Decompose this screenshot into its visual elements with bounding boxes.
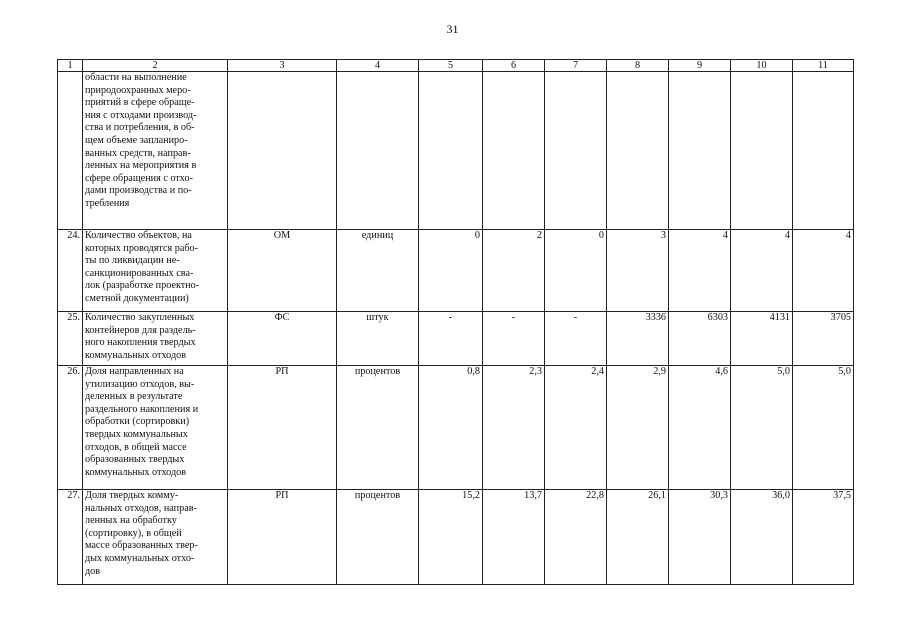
value-cell: 13,7 — [483, 490, 545, 585]
value-cell: 4,6 — [669, 366, 731, 490]
indicator-name-line: лок (разработке проектно- — [85, 280, 200, 292]
value-cell: 4 — [669, 230, 731, 312]
unit-of-measure: единиц — [337, 230, 419, 312]
value-cell: 3336 — [607, 312, 669, 366]
header-cell: 11 — [793, 60, 854, 72]
header-row — [58, 60, 854, 72]
header-cell: 2 — [83, 60, 228, 72]
indicator-name-line: Доля направленных на — [85, 366, 184, 377]
indicator-name-line: ного накопления твердых — [85, 337, 196, 349]
value-cell — [731, 72, 793, 230]
indicator-name-line: области на выполнение — [85, 72, 187, 83]
value-cell: 2 — [483, 230, 545, 312]
indicator-name-line: дых коммунальных отхо- — [85, 552, 195, 564]
data-source: РП — [228, 366, 337, 490]
indicator-name — [83, 72, 228, 230]
indicator-name-line: (сортировку), в общей — [85, 527, 182, 539]
indicator-name — [83, 230, 228, 312]
indicator-name-line: коммунальных отходов — [85, 349, 187, 361]
indicator-name-line: санкционированных сва- — [85, 267, 194, 279]
indicator-name-line: Количество закупленных — [85, 312, 195, 323]
value-cell — [483, 72, 545, 230]
row-number: 27. — [58, 490, 83, 585]
indicator-name-line: контейнеров для раздель- — [85, 324, 196, 336]
value-cell: 5,0 — [793, 366, 854, 490]
row-number: 25. — [58, 312, 83, 366]
value-cell: 30,3 — [669, 490, 731, 585]
value-cell: 3705 — [793, 312, 854, 366]
header-cell: 7 — [545, 60, 607, 72]
indicator-name-line: образованных твердых — [85, 454, 185, 466]
header-cell: 8 — [607, 60, 669, 72]
page-number: 31 — [446, 22, 459, 36]
indicator-name-line: ленных на мероприятия в — [85, 160, 197, 172]
value-cell: 4 — [731, 230, 793, 312]
data-source — [228, 72, 337, 230]
indicator-name-line: твердых коммунальных — [85, 428, 188, 440]
row-number: 24. — [58, 230, 83, 312]
value-cell: - — [419, 312, 483, 366]
value-cell: 2,3 — [483, 366, 545, 490]
table-row — [58, 230, 854, 312]
value-cell: - — [483, 312, 545, 366]
value-cell: 2,4 — [545, 366, 607, 490]
value-cell — [545, 72, 607, 230]
header-cell: 5 — [419, 60, 483, 72]
value-cell: 5,0 — [731, 366, 793, 490]
indicator-name-line: ты по ликвидации не- — [85, 255, 180, 267]
indicator-name-line: сметной документации) — [85, 292, 189, 304]
indicator-name-line: сфере обращения с отхо- — [85, 172, 193, 184]
value-cell: 3 — [607, 230, 669, 312]
header-cell: 1 — [58, 60, 83, 72]
indicator-name-line: раздельного накопления и — [85, 403, 199, 415]
indicator-name-line: массе образованных твер- — [85, 540, 198, 552]
indicator-name-line: коммунальных отходов — [85, 466, 187, 478]
indicator-name-line: ства и потребления, в об- — [85, 122, 195, 134]
value-cell: 26,1 — [607, 490, 669, 585]
indicator-name — [83, 366, 228, 490]
value-cell: 0 — [545, 230, 607, 312]
indicator-name-line: утилизацию отходов, вы- — [85, 378, 195, 390]
value-cell: 6303 — [669, 312, 731, 366]
indicator-name-line: которых проводятся рабо- — [85, 242, 199, 254]
indicator-name-line: дами производства и по- — [85, 185, 192, 197]
data-source: ОМ — [228, 230, 337, 312]
indicator-name-line: приятий в сфере обраще- — [85, 97, 195, 109]
value-cell: 15,2 — [419, 490, 483, 585]
value-cell — [419, 72, 483, 230]
value-cell: 4 — [793, 230, 854, 312]
unit-of-measure: процентов — [337, 490, 419, 585]
header-cell: 6 — [483, 60, 545, 72]
indicator-name-line: дов — [85, 565, 101, 577]
value-cell: 2,9 — [607, 366, 669, 490]
table-row — [58, 366, 854, 490]
row-number — [58, 72, 83, 230]
unit-of-measure — [337, 72, 419, 230]
indicator-name-line: деленных в результате — [85, 391, 183, 403]
value-cell: - — [545, 312, 607, 366]
header-cell: 9 — [669, 60, 731, 72]
indicator-name-line: обработки (сортировки) — [85, 416, 190, 428]
unit-of-measure: процентов — [337, 366, 419, 490]
header-cell: 10 — [731, 60, 793, 72]
value-cell: 22,8 — [545, 490, 607, 585]
indicator-name-line: Доля твердых комму- — [85, 490, 179, 501]
table-row — [58, 490, 854, 585]
indicator-name-line: ленных на обработку — [85, 515, 177, 527]
indicator-name-line: требления — [85, 197, 130, 209]
indicator-name-line: отходов, в общей массе — [85, 441, 187, 453]
indicator-name-line: ванных средств, направ- — [85, 147, 191, 159]
indicator-name-line: природоохранных меро- — [85, 84, 191, 96]
row-number: 26. — [58, 366, 83, 490]
indicator-name-line: ния с отходами производ- — [85, 109, 197, 121]
value-cell: 37,5 — [793, 490, 854, 585]
unit-of-measure: штук — [337, 312, 419, 366]
header-cell: 3 — [228, 60, 337, 72]
indicator-name — [83, 490, 228, 585]
value-cell: 4131 — [731, 312, 793, 366]
indicators-table — [57, 59, 854, 585]
value-cell: 0 — [419, 230, 483, 312]
indicator-name — [83, 312, 228, 366]
value-cell: 0,8 — [419, 366, 483, 490]
data-source: РП — [228, 490, 337, 585]
indicator-name-line: щем объеме запланиро- — [85, 134, 188, 146]
indicator-name-line: нальных отходов, направ- — [85, 502, 197, 514]
indicator-name-line: Количество объектов, на — [85, 230, 192, 241]
data-source: ФС — [228, 312, 337, 366]
table-row — [58, 312, 854, 366]
value-cell — [607, 72, 669, 230]
table-row — [58, 72, 854, 230]
value-cell: 36,0 — [731, 490, 793, 585]
value-cell — [793, 72, 854, 230]
header-cell: 4 — [337, 60, 419, 72]
value-cell — [669, 72, 731, 230]
